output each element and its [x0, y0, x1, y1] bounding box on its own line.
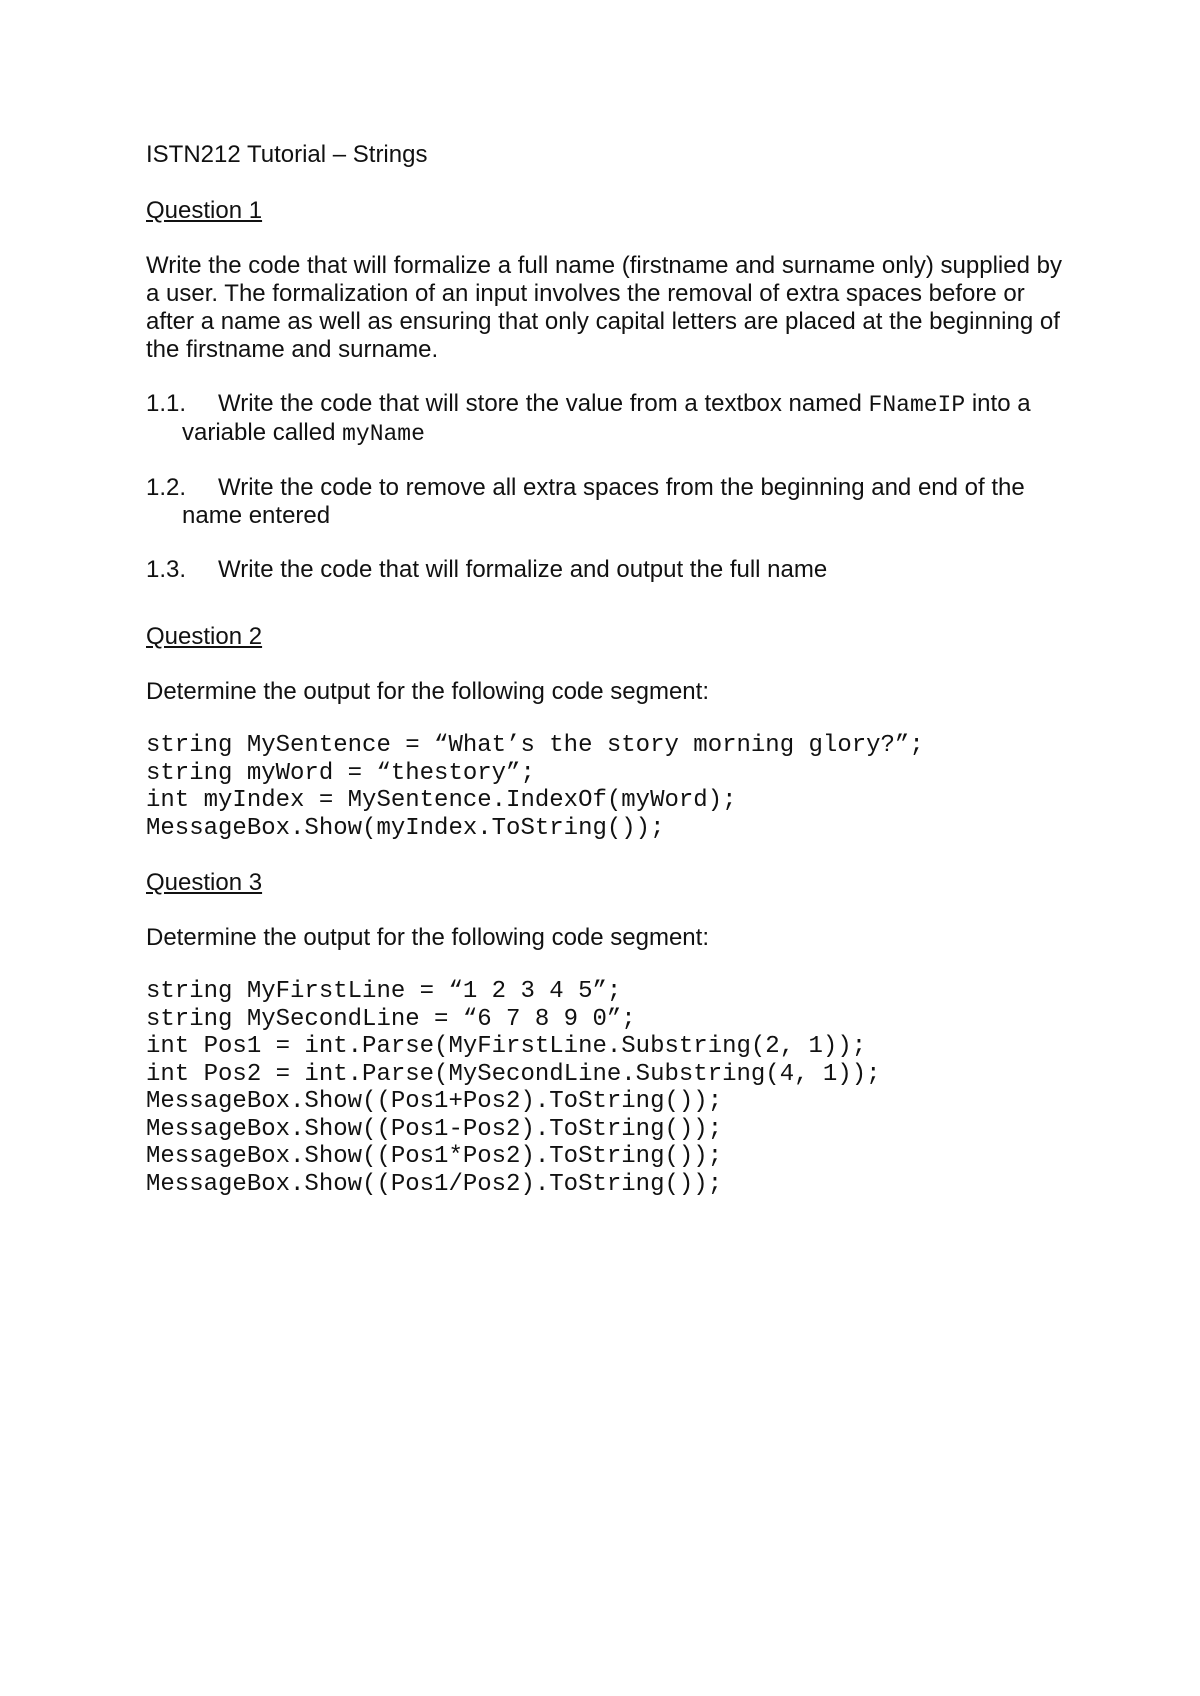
code-line: int myIndex = MySentence.IndexOf(myWord);: [146, 787, 737, 814]
code-line: string myWord = “thestory”;: [146, 759, 535, 787]
code-line: MessageBox.Show((Pos1/Pos2).ToString());: [146, 1170, 723, 1198]
code-line: int Pos2 = int.Parse(MySecondLine.Substring(4, 1));: [146, 1060, 881, 1088]
code-line: int Pos1 = int.Parse(MyFirstLine.Substring(2, 1));: [146, 1033, 867, 1060]
code-line: MessageBox.Show(myIndex.ToString());: [146, 814, 665, 842]
code-line: MessageBox.Show((Pos1*Pos2).ToString());: [146, 1143, 723, 1170]
item-text-part: Write the code that will store the value from a textbox named: [218, 390, 869, 417]
item-text: Write the code that will formalize and output the full name: [218, 556, 828, 583]
code-identifier: FNameIP: [868, 392, 966, 418]
code-line: string MyFirstLine = “1 2 3 4 5”;: [146, 978, 622, 1005]
question-1-intro: Write the code that will formalize a full name (firstname and surname only) supplied by a user. The formalization of an input involves the removal of extra spaces before or after a name as well as ensuring that only capital letters are placed at the beginning of the firstname and surname.: [146, 252, 1062, 363]
code-line: string MySentence = “What’s the story morning glory?”;: [146, 732, 924, 759]
item-number: 1.1.: [146, 390, 187, 417]
item-number: 1.2.: [146, 474, 187, 501]
question-3-code-block: [146, 978, 1066, 1198]
question-1-item-2: [146, 474, 1066, 530]
code-line: MessageBox.Show((Pos1-Pos2).ToString());: [146, 1115, 723, 1143]
section-spacer: [146, 610, 1066, 622]
code-identifier: myName: [342, 421, 425, 447]
item-text-part: into a variable called: [182, 390, 1031, 446]
question-2-code-block: [146, 732, 1066, 842]
question-1-heading: Question 1: [146, 197, 263, 224]
item-number: 1.3.: [146, 556, 187, 583]
question-2-heading: Question 2: [146, 623, 263, 650]
document-title: ISTN212 Tutorial – Strings: [146, 141, 428, 168]
question-3-heading: Question 3: [146, 869, 263, 896]
item-text: Write the code to remove all extra spaces from the beginning and end of the name entered: [182, 474, 1025, 529]
code-line: string MySecondLine = “6 7 8 9 0”;: [146, 1005, 636, 1033]
question-2-prompt: Determine the output for the following code segment:: [146, 678, 709, 705]
question-3-prompt: Determine the output for the following code segment:: [146, 924, 709, 951]
item-text: [182, 390, 1066, 448]
question-1-item-3: [146, 556, 1066, 584]
code-line: MessageBox.Show((Pos1+Pos2).ToString());: [146, 1088, 723, 1115]
document-page: [146, 140, 1066, 1224]
question-1-item-1: [146, 390, 1066, 448]
